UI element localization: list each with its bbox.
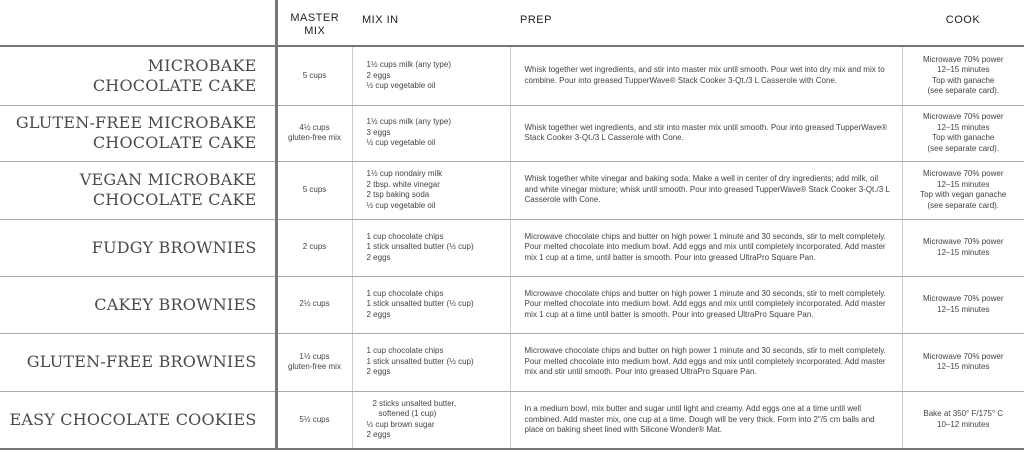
table-row	[0, 161, 1024, 219]
table-row	[0, 46, 1024, 105]
mix-in-cell	[352, 276, 510, 333]
mix-in-cell	[352, 333, 510, 391]
table-row	[0, 105, 1024, 161]
master-mix-cell: 4½ cups gluten-free mix	[276, 105, 352, 161]
mix-in-item: 2 tbsp. white vinegar	[366, 179, 440, 189]
prep-cell: Whisk together wet ingredients, and stir into master mix until smooth. Pour wet into dry mix and mix to combine. Pour into greased TupperWave® Stack Cooker 3-Qt./3 L Casserole with Cone.	[510, 46, 902, 105]
header-master-mix: MASTER MIX	[276, 0, 352, 46]
mix-in-item: 1 cup chocolate chips	[366, 231, 444, 241]
mix-in-item: softened (1 cup)	[378, 409, 437, 419]
mix-in-item: 1½ cup nondairy milk	[366, 169, 443, 178]
table-row	[0, 276, 1024, 333]
cook-cell: Microwave 70% power 12–15 minutes Top with vegan ganache (see separate card).	[902, 161, 1024, 219]
header-blank	[0, 0, 276, 46]
recipe-name: GLUTEN-FREE BROWNIES	[0, 333, 276, 391]
cook-cell: Microwave 70% power 12–15 minutes	[902, 276, 1024, 333]
mix-in-item: 1 cup chocolate chips	[366, 346, 444, 356]
prep-cell: Microwave chocolate chips and butter on high power 1 minute and 30 seconds, stir to melt completely. Pour melted chocolate into medium bowl. Add eggs and mix until completely incorporated. Add master mix and stir until smooth. Pour into greased UltraPro Square Pan.	[510, 333, 902, 391]
recipe-name: FUDGY BROWNIES	[0, 219, 276, 276]
cook-cell: Bake at 350° F/175° C 10–12 minutes	[902, 391, 1024, 449]
master-mix-cell: 5 cups	[276, 161, 352, 219]
table-row	[0, 333, 1024, 391]
prep-cell: Microwave chocolate chips and butter on high power 1 minute and 30 seconds, stir to melt completely. Pour melted chocolate into medium bowl. Add eggs and mix until completely incorporated. Add master mix 1 cup at a time until batter is smooth. Pour into greased UltraPro Square Pan.	[510, 276, 902, 333]
mix-in-item: 1 stick unsalted butter (½ cup)	[366, 356, 474, 366]
cook-cell: Microwave 70% power 12–15 minutes Top with ganache (see separate card).	[902, 46, 1024, 105]
recipe-name: MICROBAKE CHOCOLATE CAKE	[0, 46, 276, 105]
mix-in-item: 1½ cups milk (any type)	[366, 60, 451, 69]
mix-in-item: 2 eggs	[366, 367, 391, 377]
mix-in-item: 2 eggs	[366, 70, 391, 80]
cook-cell: Microwave 70% power 12–15 minutes	[902, 333, 1024, 391]
header-prep: PREP	[510, 0, 902, 46]
master-mix-cell: 2 cups	[276, 219, 352, 276]
prep-cell: Whisk together wet ingredients, and stir into master mix until smooth. Pour into greased TupperWave® Stack Cooker 3-Qt./3 L Casserole with Cone.	[510, 105, 902, 161]
recipe-name: EASY CHOCOLATE COOKIES	[0, 391, 276, 449]
master-mix-cell: 5½ cups	[276, 391, 352, 449]
mix-in-item: 2 eggs	[366, 309, 391, 319]
mix-in-item: 1 cup chocolate chips	[366, 288, 444, 298]
master-mix-cell: 2½ cups	[276, 276, 352, 333]
mix-in-cell	[352, 219, 510, 276]
prep-cell: Whisk together white vinegar and baking soda. Make a well in center of dry ingredients; add milk, oil and white vinegar mixture; whisk until smooth. Pour into greased TupperWave® Stack Cooker 3-Qt./3 L Casserole with Cone.	[510, 161, 902, 219]
mix-in-item: 2 eggs	[366, 252, 391, 262]
recipe-name: CAKEY BROWNIES	[0, 276, 276, 333]
mix-in-item: 1 stick unsalted butter (½ cup)	[366, 242, 474, 252]
mix-in-item: 1½ cups milk (any type)	[366, 117, 451, 127]
cook-cell: Microwave 70% power 12–15 minutes	[902, 219, 1024, 276]
master-mix-cell: 5 cups	[276, 46, 352, 105]
prep-cell: In a medium bowl, mix butter and sugar until light and creamy. Add eggs one at a time until well combined. Add master mix, one cup at a time. Dough will be very thick. Form into 2"/5 cm balls and place on baking sheet lined with Silicone Wonder® Mat.	[510, 391, 902, 449]
master-mix-cell: 1½ cups gluten-free mix	[276, 333, 352, 391]
cook-cell: Microwave 70% power 12–15 minutes Top with ganache (see separate card).	[902, 105, 1024, 161]
recipe-name: VEGAN MICROBAKE CHOCOLATE CAKE	[0, 161, 276, 219]
mix-in-cell	[352, 46, 510, 105]
mix-in-item: 2 eggs	[366, 430, 391, 440]
recipe-name: GLUTEN-FREE MICROBAKE CHOCOLATE CAKE	[0, 105, 276, 161]
mix-in-item: ½ cup vegetable oil	[366, 81, 436, 90]
table-row	[0, 219, 1024, 276]
mix-in-item: 2 tsp baking soda	[366, 190, 430, 199]
table-row	[0, 391, 1024, 449]
mix-in-cell	[352, 391, 510, 449]
header-cook: COOK	[902, 0, 1024, 46]
mix-in-item: ½ cup vegetable oil	[366, 138, 436, 148]
header-mix-in: MIX IN	[352, 0, 510, 46]
mix-in-cell	[352, 105, 510, 161]
prep-cell: Microwave chocolate chips and butter on high power 1 minute and 30 seconds, stir to melt completely. Pour melted chocolate into medium bowl. Add eggs and mix until completely incorporated. Add master mix 1 cup at a time, until batter is smooth. Pour into greased UltraPro Square Pan.	[510, 219, 902, 276]
mix-in-item: 3 eggs	[366, 127, 391, 137]
mix-in-item: ½ cup brown sugar	[366, 419, 435, 429]
mix-in-item: 1 stick unsalted butter (½ cup)	[366, 299, 474, 309]
header-row	[0, 0, 1024, 46]
mix-in-item: 2 sticks unsalted butter,	[372, 398, 457, 408]
mix-in-item: ½ cup vegetable oil	[366, 200, 436, 210]
mix-in-cell	[352, 161, 510, 219]
